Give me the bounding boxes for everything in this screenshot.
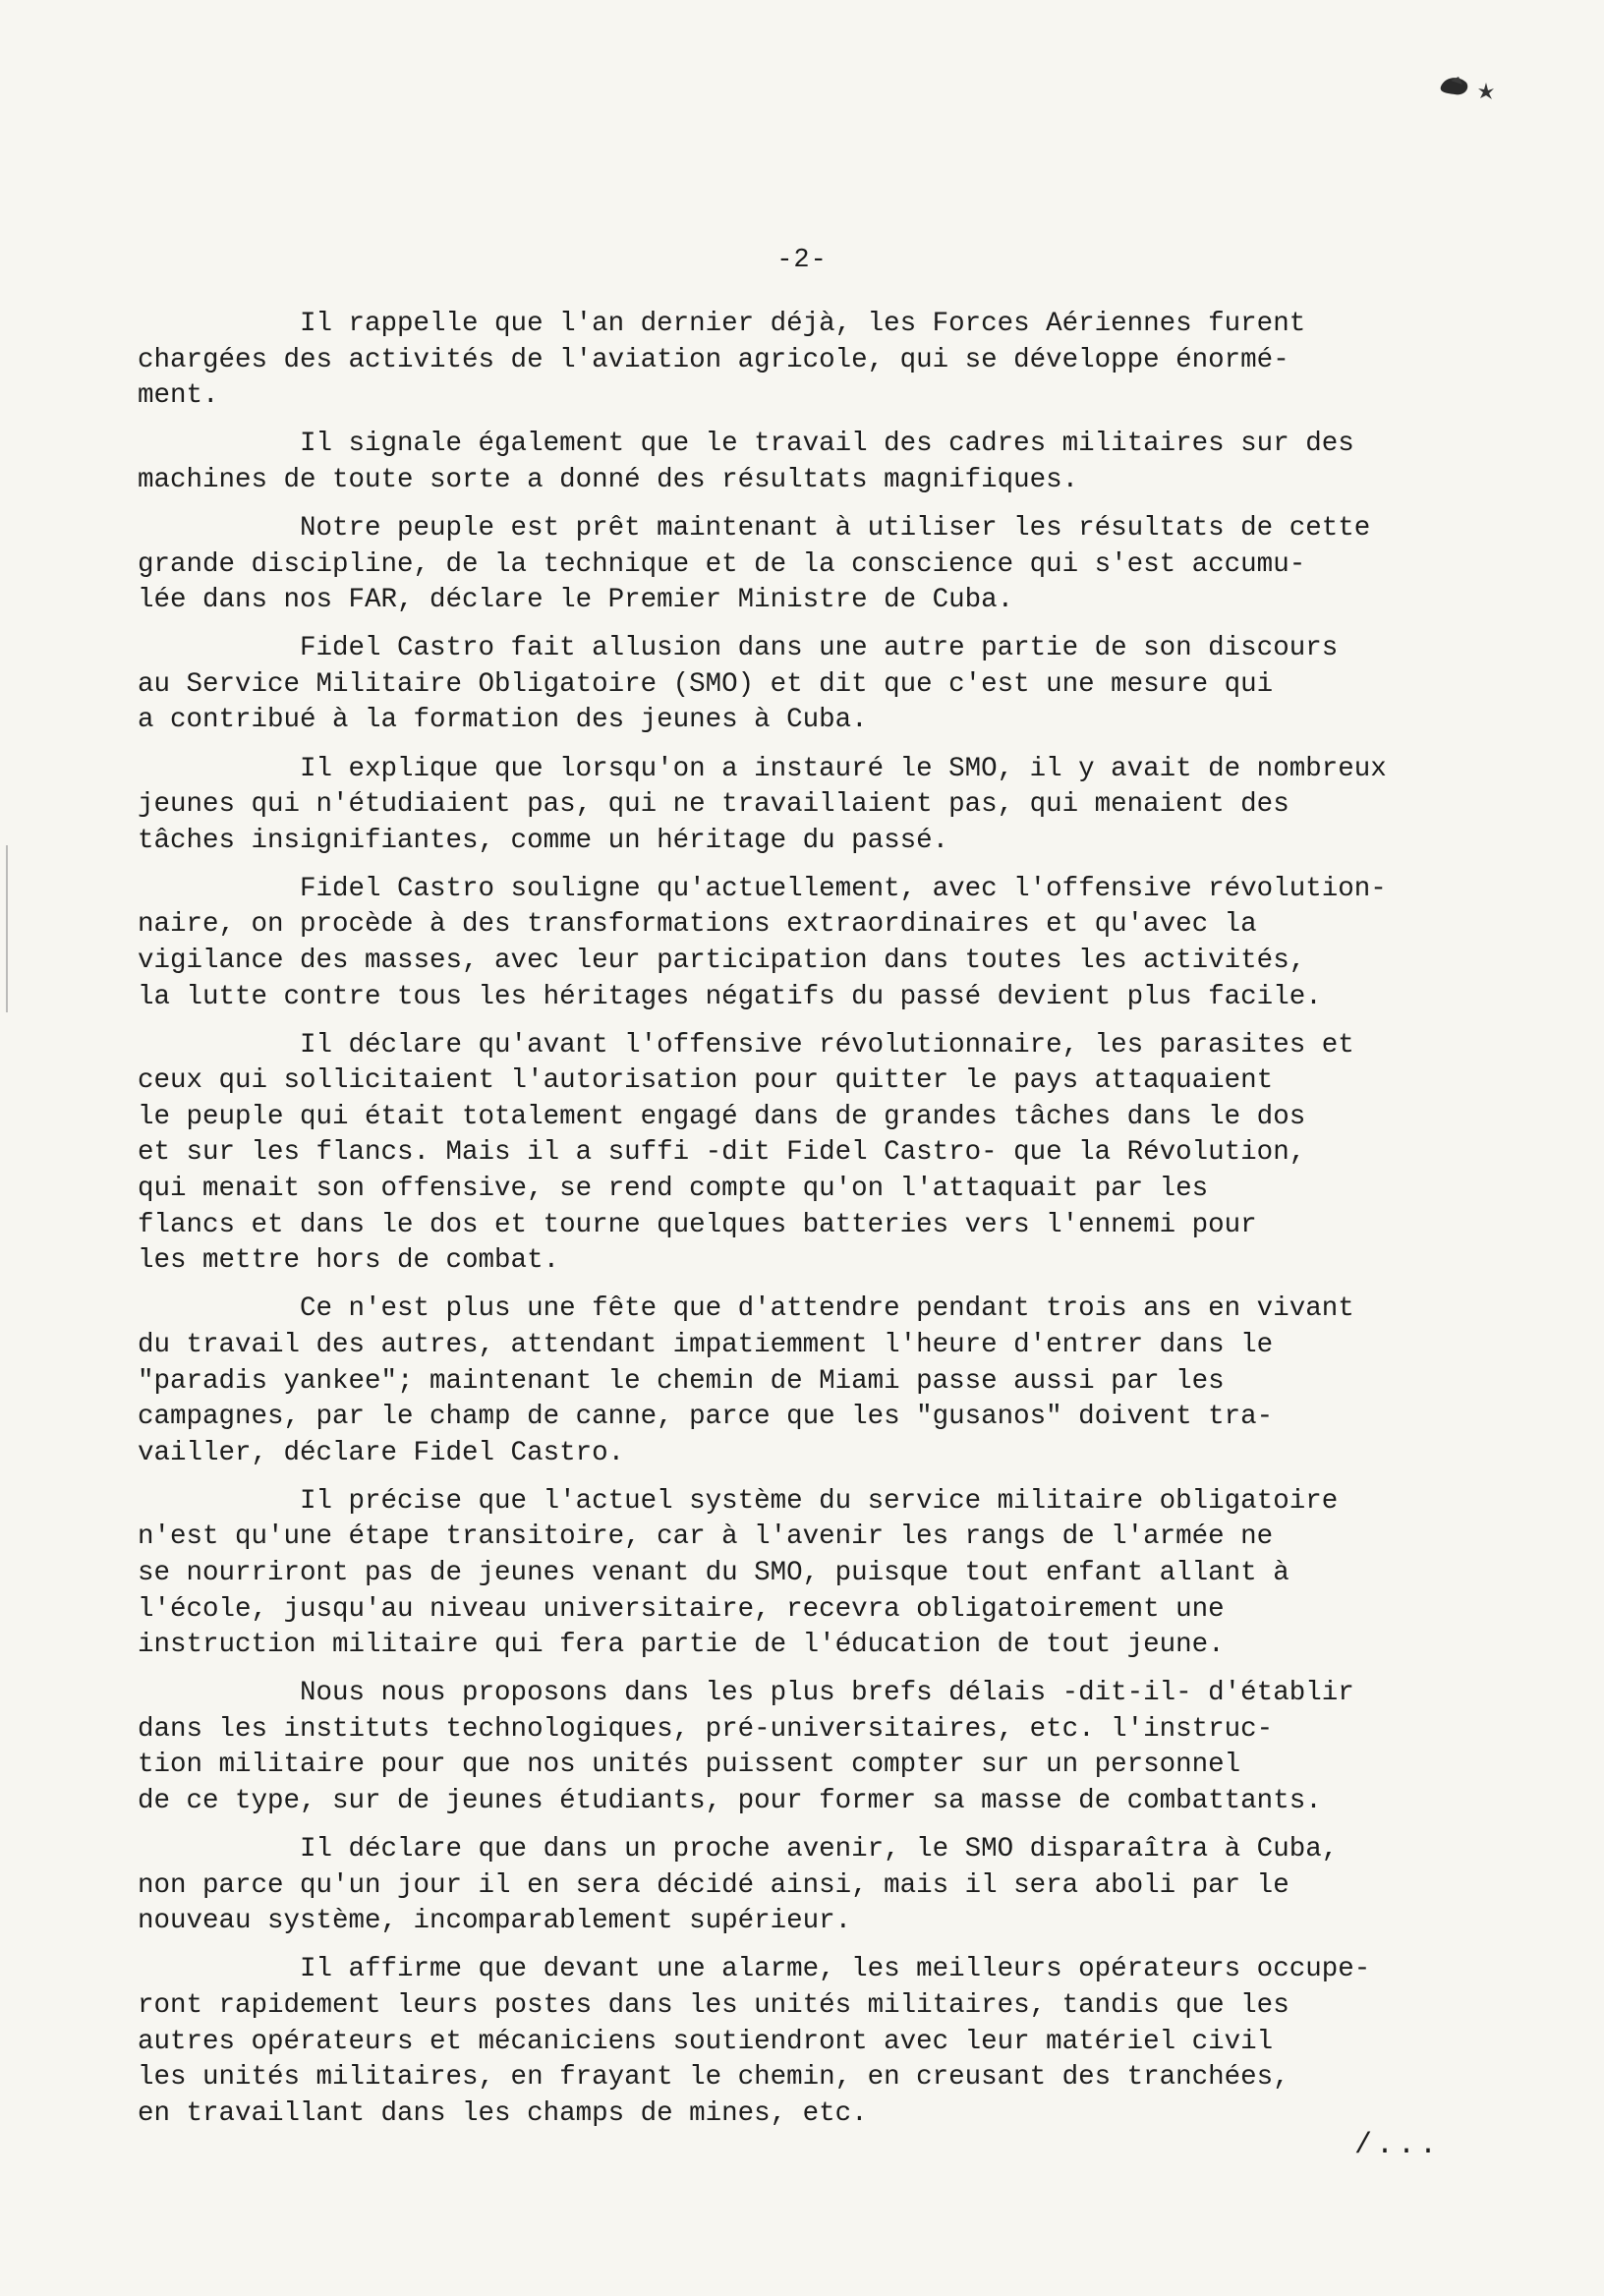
paragraph: Notre peuple est prêt maintenant à utiliser les résultats de cette grande discipline, de la technique et de la conscience qui s'est accumu- lée dans nos FAR, déclare le Premier Ministre de Cuba. <box>138 512 1371 616</box>
paragraph: Il rappelle que l'an dernier déjà, les Forces Aériennes furent chargées des activités de l'aviation agricole, qui se développe énormé- ment. <box>138 309 1306 412</box>
paragraph: Fidel Castro souligne qu'actuellement, avec l'offensive révolution- naire, on procède à des transformations extraordinaires et qu'avec la vigilance des masses, avec leur participation dans toutes les activités, la lutte contre tous les héritages négatifs du passé devient plus facile. <box>138 873 1387 1012</box>
paragraph: Il précise que l'actuel système du service militaire obligatoire n'est qu'une étape transitoire, car à l'avenir les rangs de l'armée ne se nourriront pas de jeunes venant du SMO, puisque tout enfant allant à l'école, jusqu'au niveau universitaire, recevra obligatoirement une instruction militaire qui fera partie de l'éducation de tout jeune. <box>138 1485 1339 1661</box>
paragraph: Il déclare que dans un proche avenir, le SMO disparaîtra à Cuba, non parce qu'un jour il en sera décidé ainsi, mais il sera aboli par le nouveau système, incomparablement supérieur. <box>138 1834 1339 1937</box>
ink-smudge-icon <box>1437 73 1500 102</box>
paragraph: Fidel Castro fait allusion dans une autre partie de son discours au Service Militaire Obligatoire (SMO) et dit que c'est une mesure qui a contribué à la formation des jeunes à Cuba. <box>138 633 1339 736</box>
paragraph: Il signale également que le travail des cadres militaires sur des machines de toute sorte a donné des résultats magnifiques. <box>138 429 1354 495</box>
margin-edge-mark <box>6 845 8 1012</box>
paragraph: Ce n'est plus une fête que d'attendre pendant trois ans en vivant du travail des autres, attendant impatiemment l'heure d'entrer dans le "paradis yankee"; maintenant le chemin de Miami passe aussi par les campagnes, par le champ de canne, parce que les "gusanos" doivent tra- vailler, déclare Fidel Castro. <box>138 1293 1354 1468</box>
paragraph: Il explique que lorsqu'on a instauré le SMO, il y avait de nombreux jeunes qui n'étudiaient pas, qui ne travaillaient pas, qui menaient des tâches insignifiantes, comme un héritage du passé. <box>138 753 1387 856</box>
paragraph: Il affirme que devant une alarme, les meilleurs opérateurs occupe- ront rapidement leurs postes dans les unités militaires, tandis que les autres opérateurs et mécaniciens soutiendront avec leur matériel civil les unités militaires, en frayant le chemin, en creusant des tranchées, en travaillant dans les champs de mines, etc. <box>138 1954 1371 2129</box>
document-body <box>138 307 1553 2145</box>
page-number: -2- <box>776 246 828 275</box>
continuation-mark: /... <box>1354 2129 1442 2162</box>
paragraph: Nous nous proposons dans les plus brefs délais -dit-il- d'établir dans les instituts technologiques, pré-universitaires, etc. l'instruc- tion militaire pour que nos unités puissent compter sur un personnel de ce type, sur de jeunes étudiants, pour former sa masse de combattants. <box>138 1678 1354 1817</box>
paragraph: Il déclare qu'avant l'offensive révolutionnaire, les parasites et ceux qui sollicitaient l'autorisation pour quitter le pays attaquaient le peuple qui était totalement engagé dans de grandes tâches dans le dos et sur les flancs. Mais il a suffi -dit Fidel Castro- que la Révolution, qui menait son offensive, se rend compte qu'on l'attaquait par les flancs et dans le dos et tourne quelques batteries vers l'ennemi pour les mettre hors de combat. <box>138 1029 1354 1277</box>
